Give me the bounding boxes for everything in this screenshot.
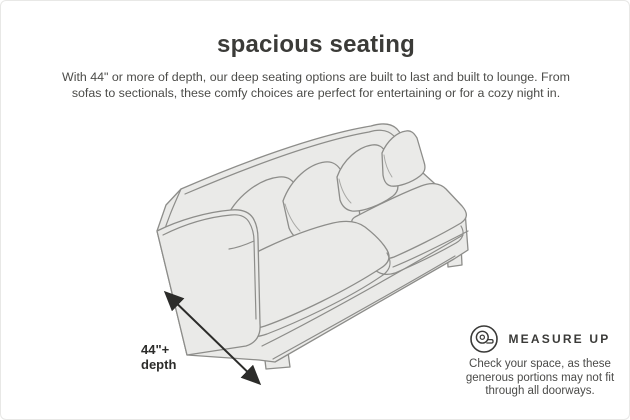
measure-up-section	[449, 324, 630, 399]
intro-text: With 44" or more of depth, our deep seating options are built to last and built to lounge. From sofas to sectionals, these comfy choices are perfect for entertaining or for a cozy night in.	[62, 70, 570, 100]
measure-up-note: Check your space, as these generous portions may not fit through all doorways.	[465, 358, 615, 397]
depth-arrow	[151, 281, 271, 393]
measure-up-header-row	[449, 324, 630, 354]
tape-measure-icon	[469, 324, 499, 354]
measure-up-heading: MEASURE UP	[508, 332, 611, 346]
page-title: spacious seating	[217, 31, 415, 58]
depth-dimension-label: 44"+ depth	[141, 342, 177, 372]
